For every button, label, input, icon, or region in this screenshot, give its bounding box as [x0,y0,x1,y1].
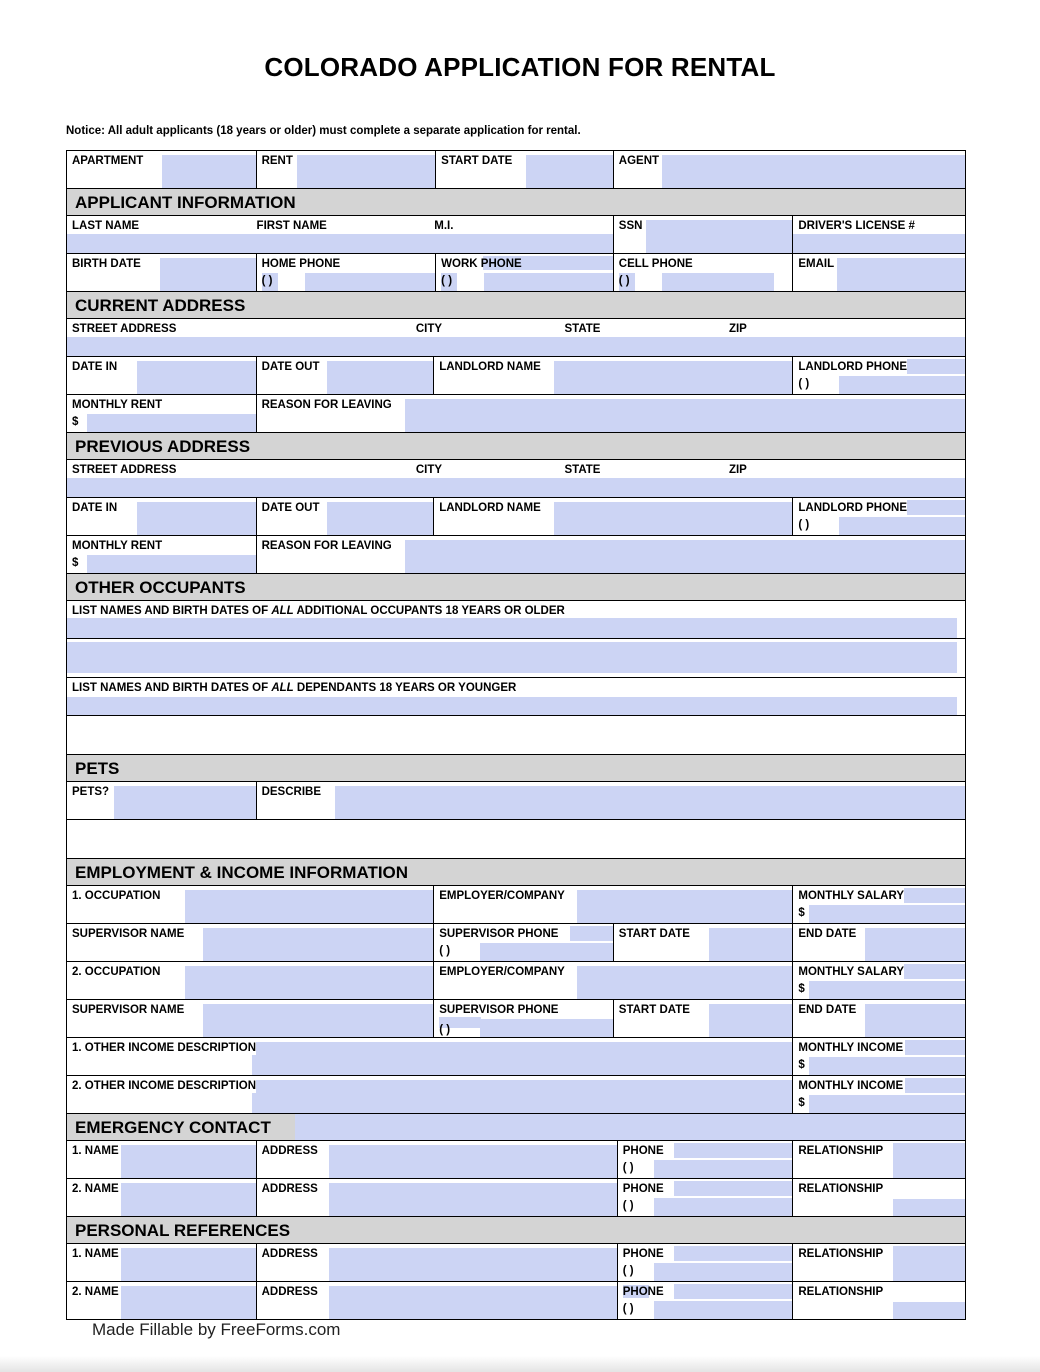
occupants-adults-extra-row [67,639,965,678]
end-date-1-label: END DATE [793,924,856,941]
end-date-1-cell[interactable] [793,924,965,961]
emergency-phone-2-overlay[interactable] [674,1181,794,1196]
other-income-2-label: 2. OTHER INCOME DESCRIPTION [67,1076,256,1093]
section-previous-address [67,433,965,460]
agent-label: AGENT [614,151,659,168]
emergency-address-2-input[interactable] [329,1183,618,1216]
emergency-relationship-2-input[interactable] [893,1199,965,1216]
ssn-input[interactable] [646,220,794,253]
emergency-address-2-label: ADDRESS [257,1179,318,1196]
ssn-label: SSN [614,216,643,233]
employment-2-occupation-row [67,962,965,1000]
reference-relationship-2-input[interactable] [893,1302,965,1319]
current-date-in-label: DATE IN [67,357,117,374]
first-name-label: FIRST NAME [144,216,327,233]
email-cell[interactable] [793,254,965,291]
previous-reason-leaving-label: REASON FOR LEAVING [257,536,392,553]
previous-monthly-rent-cell[interactable] [67,536,257,573]
cell-phone-cell[interactable] [614,254,794,291]
emergency-phone-1-parens: ( ) [622,1162,634,1174]
pets-question-label: PETS? [67,782,109,799]
supervisor-phone-2-parens: ( ) [439,1024,451,1036]
pets-extra-row [67,820,965,859]
rent-cell[interactable] [257,151,437,188]
supervisor-name-2-input[interactable] [203,1004,434,1037]
other-income-1-input[interactable] [252,1042,793,1075]
emergency-name-2-cell[interactable] [67,1179,257,1216]
reference-relationship-1-label: RELATIONSHIP [793,1244,883,1261]
other-income-1-cell[interactable] [67,1038,793,1075]
previous-monthly-rent-label: MONTHLY RENT [67,536,162,553]
occupation-1-input[interactable] [185,890,434,923]
current-landlord-name-label: LANDLORD NAME [434,357,541,374]
work-phone-input[interactable] [484,273,614,291]
current-date-out-label: DATE OUT [257,357,320,374]
section-title: EMPLOYMENT & INCOME INFORMATION [67,864,408,881]
current-monthly-rent-cell[interactable] [67,395,257,432]
supervisor-phone-2-input[interactable] [480,1019,614,1037]
previous-date-out-cell[interactable] [257,498,435,535]
current-landlord-phone-cell[interactable] [793,357,965,394]
applicant-contact-row [67,254,965,292]
other-income-1-label: 1. OTHER INCOME DESCRIPTION [67,1038,256,1055]
email-input[interactable] [837,258,965,291]
occupants-dependants-extra-cell[interactable] [67,716,965,754]
previous-street-address-label: STREET ADDRESS [67,460,176,477]
current-reason-leaving-cell[interactable] [257,395,965,432]
supervisor-name-1-input[interactable] [203,928,434,961]
section-title: PETS [67,760,119,777]
other-income-2-cell[interactable] [67,1076,793,1113]
current-city-label: CITY [181,319,442,336]
emergency-contact-1-row [67,1141,965,1179]
pets-question-input[interactable] [114,786,257,819]
occupation-1-cell[interactable] [67,886,434,923]
section-title: PERSONAL REFERENCES [67,1222,290,1239]
end-date-2-input[interactable] [865,1004,965,1037]
emergency-name-1-input[interactable] [121,1145,257,1178]
current-landlord-phone-input[interactable] [839,376,965,394]
name-group-cell[interactable] [67,216,614,253]
section-title: PREVIOUS ADDRESS [67,438,250,455]
reference-name-1-cell[interactable] [67,1244,257,1281]
previous-address-line-cell[interactable] [67,460,965,497]
emergency-relationship-1-cell[interactable] [793,1141,965,1178]
employment-1-occupation-row [67,886,965,924]
birth-date-label: BIRTH DATE [67,254,141,271]
previous-rent-row [67,536,965,574]
agent-cell[interactable] [614,151,965,188]
previous-landlord-phone-parens: ( ) [798,519,810,531]
reference-phone-2-cell[interactable] [618,1282,794,1319]
emergency-header-field-overlay[interactable] [295,1114,965,1140]
apartment-label: APARTMENT [67,151,143,168]
supervisor-phone-1-input[interactable] [480,943,614,961]
monthly-income-2-label: MONTHLY INCOME [793,1076,903,1093]
drivers-license-cell[interactable] [793,216,965,253]
previous-date-out-label: DATE OUT [257,498,320,515]
employment-2-supervisor-row [67,1000,965,1038]
previous-zip-label: ZIP [605,460,747,477]
section-other-occupants [67,574,965,601]
start-date-input[interactable] [526,155,614,188]
previous-rent-dollar-sign: $ [72,557,79,569]
emergency-phone-1-cell[interactable] [618,1141,794,1178]
supervisor-name-2-cell[interactable] [67,1000,434,1037]
home-phone-parens: ( ) [261,275,273,287]
emergency-relationship-1-input[interactable] [893,1143,965,1178]
previous-landlord-phone-cell[interactable] [793,498,965,535]
current-address-input-strip[interactable] [67,337,965,356]
monthly-salary-2-input[interactable] [809,981,965,999]
employer-2-input[interactable] [577,966,793,999]
start-date-label: START DATE [436,151,512,168]
current-monthly-rent-input[interactable] [87,414,257,432]
reference-relationship-2-cell[interactable] [793,1282,965,1319]
home-phone-label: HOME PHONE [257,254,341,271]
reference-address-1-input[interactable] [329,1248,618,1281]
occupants-adults-extra-input[interactable] [67,642,957,673]
cell-phone-input[interactable] [662,273,774,291]
current-address-line-cell[interactable] [67,319,965,356]
reference-address-2-label: ADDRESS [257,1282,318,1299]
birth-date-input[interactable] [160,258,257,291]
reference-name-1-input[interactable] [121,1248,257,1281]
home-phone-input[interactable] [305,273,437,291]
employer-1-input[interactable] [577,890,793,923]
reference-phone-2-label: PHONE [622,1286,664,1298]
supervisor-name-2-label: SUPERVISOR NAME [67,1000,184,1017]
section-current-address [67,292,965,319]
agent-input[interactable] [662,155,965,188]
emergency-phone-2-input[interactable] [654,1198,794,1216]
page-title: COLORADO APPLICATION FOR RENTAL [264,52,776,82]
reference-phone-1-overlay[interactable] [674,1246,794,1261]
section-title: EMERGENCY CONTACT [67,1119,271,1136]
reference-address-1-label: ADDRESS [257,1244,318,1261]
apartment-cell[interactable] [67,151,257,188]
monthly-income-1-overlay[interactable] [905,1040,965,1055]
emergency-relationship-2-cell[interactable] [793,1179,965,1216]
reference-phone-1-cell[interactable] [618,1244,794,1281]
current-street-address-label: STREET ADDRESS [67,319,176,336]
reference-relationship-2-label: RELATIONSHIP [793,1282,883,1299]
reference-name-1-label: 1. NAME [67,1244,119,1261]
supervisor-phone-1-overlay[interactable] [570,926,614,941]
occupants-dependants-input[interactable] [67,697,957,715]
middle-initial-label: M.I. [331,216,453,233]
drivers-license-input[interactable] [793,234,965,253]
current-zip-label: ZIP [605,319,747,336]
previous-state-label: STATE [446,460,600,477]
notice-text: Notice: All adult applicants (18 years or older) must complete a separate application for rental. [66,125,581,137]
emergency-address-2-cell[interactable] [257,1179,618,1216]
supervisor-phone-1-label: SUPERVISOR PHONE [434,924,558,941]
emergency-address-1-cell[interactable] [257,1141,618,1178]
current-landlord-name-input[interactable] [554,361,793,394]
start-date-2-cell[interactable] [614,1000,794,1037]
emergency-phone-1-input[interactable] [654,1160,794,1178]
salary-2-dollar-sign: $ [798,983,805,995]
email-label: EMAIL [793,254,834,271]
monthly-income-2-overlay[interactable] [905,1078,965,1093]
reference-phone-1-label: PHONE [618,1244,664,1261]
emergency-phone-1-overlay[interactable] [674,1143,794,1158]
reference-name-2-input[interactable] [121,1286,257,1319]
personal-reference-1-row [67,1244,965,1282]
reference-address-2-input[interactable] [329,1286,618,1319]
emergency-name-2-label: 2. NAME [67,1179,119,1196]
current-date-out-input[interactable] [327,361,435,394]
ssn-cell[interactable] [614,216,794,253]
current-rent-row [67,395,965,433]
reference-relationship-1-input[interactable] [893,1246,965,1281]
apartment-input[interactable] [162,155,257,188]
previous-address-input-strip[interactable] [67,478,965,497]
applicant-name-row [67,216,965,254]
employer-2-label: EMPLOYER/COMPANY [434,962,565,979]
work-phone-cell[interactable] [436,254,614,291]
birth-date-cell[interactable] [67,254,257,291]
reference-phone-2-overlay[interactable] [674,1284,794,1299]
end-date-2-label: END DATE [793,1000,856,1017]
monthly-salary-1-overlay[interactable] [903,888,965,903]
emergency-relationship-1-label: RELATIONSHIP [793,1141,883,1158]
occupants-dependants-extra-row [67,716,965,755]
supervisor-phone-2-label: SUPERVISOR PHONE [434,1000,558,1017]
emergency-phone-2-cell[interactable] [618,1179,794,1216]
previous-landlord-name-cell[interactable] [434,498,793,535]
name-input-strip[interactable] [67,234,614,253]
reference-phone-1-input[interactable] [654,1263,794,1281]
previous-dates-row [67,498,965,536]
section-applicant-information [67,189,965,216]
monthly-salary-2-label: MONTHLY SALARY [793,962,904,979]
start-date-1-label: START DATE [614,924,690,941]
emergency-name-1-label: 1. NAME [67,1141,119,1158]
supervisor-name-1-cell[interactable] [67,924,434,961]
home-phone-cell[interactable] [257,254,437,291]
current-dates-row [67,357,965,395]
reference-phone-2-input[interactable] [654,1301,794,1319]
reference-relationship-1-cell[interactable] [793,1244,965,1281]
property-row [67,151,965,189]
occupants-dependants-prompt-row [67,678,965,716]
occupation-2-input[interactable] [185,966,434,999]
current-date-in-cell[interactable] [67,357,257,394]
previous-landlord-name-input[interactable] [554,502,793,535]
current-state-label: STATE [446,319,600,336]
previous-landlord-phone-label: LANDLORD PHONE [793,498,907,515]
employment-1-supervisor-row [67,924,965,962]
current-landlord-name-cell[interactable] [434,357,793,394]
section-employment-income [67,859,965,886]
previous-landlord-name-label: LANDLORD NAME [434,498,541,515]
occupation-1-label: 1. OCCUPATION [67,886,160,903]
occupants-dependants-cell[interactable] [67,678,965,715]
current-reason-leaving-label: REASON FOR LEAVING [257,395,392,412]
end-date-1-input[interactable] [865,928,965,961]
start-date-1-input[interactable] [709,928,794,961]
monthly-income-2-input[interactable] [809,1095,965,1113]
pets-describe-label: DESCRIBE [257,782,321,799]
rent-input[interactable] [297,155,437,188]
previous-reason-leaving-input[interactable] [405,540,965,573]
current-rent-dollar-sign: $ [72,416,79,428]
section-pets [67,755,965,782]
salary-1-dollar-sign: $ [798,907,805,919]
reference-name-2-label: 2. NAME [67,1282,119,1299]
current-landlord-phone-overlay[interactable] [901,359,965,374]
income-2-dollar-sign: $ [798,1097,805,1109]
emergency-phone-2-parens: ( ) [622,1200,634,1212]
start-date-1-cell[interactable] [614,924,794,961]
current-monthly-rent-label: MONTHLY RENT [67,395,162,412]
work-phone-parens: ( ) [441,275,453,287]
current-date-in-input[interactable] [137,361,257,394]
cell-phone-label: CELL PHONE [614,254,693,271]
start-date-2-label: START DATE [614,1000,690,1017]
occupation-2-label: 2. OCCUPATION [67,962,160,979]
start-date-cell[interactable] [436,151,614,188]
section-title: CURRENT ADDRESS [67,297,245,314]
reference-phone-2-parens: ( ) [622,1303,634,1315]
current-reason-leaving-input[interactable] [405,399,965,432]
section-title: OTHER OCCUPANTS [67,579,246,596]
emergency-phone-2-label: PHONE [618,1179,664,1196]
occupants-adults-prompt-row [67,601,965,639]
previous-landlord-phone-input[interactable] [839,517,965,535]
occupation-2-cell[interactable] [67,962,434,999]
monthly-salary-2-overlay[interactable] [903,964,965,979]
section-title: APPLICANT INFORMATION [67,194,296,211]
pets-describe-input[interactable] [335,786,965,819]
other-income-1-row [67,1038,965,1076]
monthly-salary-1-label: MONTHLY SALARY [793,886,904,903]
occupants-adults-extra-cell[interactable] [67,639,965,677]
current-street-row [67,319,965,357]
current-landlord-phone-parens: ( ) [798,378,810,390]
employer-1-label: EMPLOYER/COMPANY [434,886,565,903]
supervisor-name-1-label: SUPERVISOR NAME [67,924,184,941]
rental-application-form [66,150,966,1320]
previous-date-out-input[interactable] [327,502,435,535]
previous-landlord-phone-overlay[interactable] [901,500,965,515]
emergency-address-1-label: ADDRESS [257,1141,318,1158]
cell-phone-parens: ( ) [618,275,630,287]
section-emergency-contact [67,1114,965,1141]
other-income-2-row [67,1076,965,1114]
previous-date-in-cell[interactable] [67,498,257,535]
employer-2-cell[interactable] [434,962,793,999]
occupants-adults-label: LIST NAMES AND BIRTH DATES OF ALL ADDITIONAL OCCUPANTS 18 YEARS OR OLDER [67,601,565,618]
supervisor-phone-1-parens: ( ) [439,945,451,957]
reference-name-2-cell[interactable] [67,1282,257,1319]
monthly-salary-1-input[interactable] [809,905,965,923]
previous-monthly-rent-input[interactable] [87,555,257,573]
monthly-income-1-cell[interactable] [793,1038,965,1075]
previous-date-in-input[interactable] [137,502,257,535]
monthly-salary-1-cell[interactable] [793,886,965,923]
occupants-adults-cell[interactable] [67,601,965,638]
emergency-relationship-2-label: RELATIONSHIP [793,1179,883,1196]
supervisor-phone-2-cell[interactable] [434,1000,614,1037]
monthly-salary-2-cell[interactable] [793,962,965,999]
income-1-dollar-sign: $ [798,1059,805,1071]
other-income-2-input[interactable] [252,1080,793,1113]
reference-phone-1-parens: ( ) [622,1265,634,1277]
previous-city-label: CITY [181,460,442,477]
footer-credit: Made Fillable by FreeForms.com [92,1320,341,1339]
monthly-income-1-input[interactable] [809,1057,965,1075]
previous-street-row [67,460,965,498]
last-name-label: LAST NAME [67,216,139,233]
section-personal-references [67,1217,965,1244]
monthly-income-2-cell[interactable] [793,1076,965,1113]
previous-date-in-label: DATE IN [67,498,117,515]
emergency-phone-1-label: PHONE [618,1141,664,1158]
current-landlord-phone-label: LANDLORD PHONE [793,357,907,374]
emergency-address-1-input[interactable] [329,1145,618,1178]
work-phone-label: WORK PHONE [441,258,522,270]
reference-address-2-cell[interactable] [257,1282,618,1319]
monthly-income-1-label: MONTHLY INCOME [793,1038,903,1055]
pets-question-cell[interactable] [67,782,257,819]
previous-reason-leaving-cell[interactable] [257,536,965,573]
employer-1-cell[interactable] [434,886,793,923]
occupants-dependants-label: LIST NAMES AND BIRTH DATES OF ALL DEPENDANTS 18 YEARS OR YOUNGER [67,678,516,695]
rent-label: RENT [257,151,293,168]
page-bottom-shadow [0,1356,1040,1372]
personal-reference-2-row [67,1282,965,1320]
end-date-2-cell[interactable] [793,1000,965,1037]
start-date-2-input[interactable] [709,1004,794,1037]
pets-extra-cell[interactable] [67,820,965,858]
supervisor-phone-1-cell[interactable] [434,924,614,961]
pets-row [67,782,965,820]
current-date-out-cell[interactable] [257,357,435,394]
drivers-license-label: DRIVER'S LICENSE # [793,216,914,233]
reference-address-1-cell[interactable] [257,1244,618,1281]
emergency-name-1-cell[interactable] [67,1141,257,1178]
emergency-name-2-input[interactable] [121,1183,257,1216]
occupants-adults-input[interactable] [67,618,957,638]
pets-describe-cell[interactable] [257,782,965,819]
emergency-contact-2-row [67,1179,965,1217]
